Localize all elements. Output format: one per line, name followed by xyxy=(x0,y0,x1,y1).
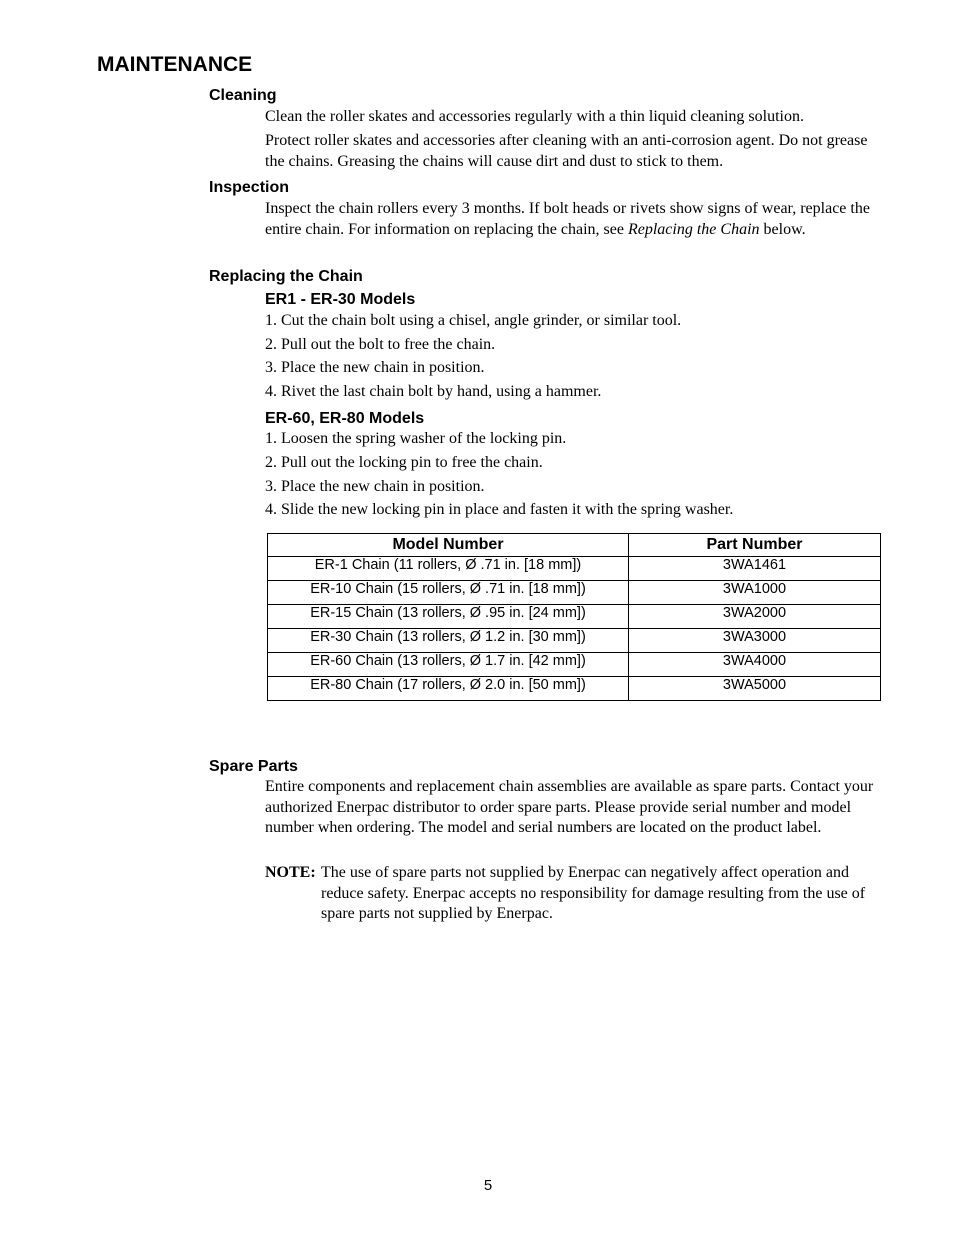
model-number-cell: ER-15 Chain (13 rollers, Ø .95 in. [24 mm]) xyxy=(268,605,629,629)
er60-step-2: 2. Pull out the locking pin to free the chain. xyxy=(265,454,543,471)
part-number-cell: 3WA2000 xyxy=(629,605,881,629)
cleaning-paragraph-1: Clean the roller skates and accessories regularly with a thin liquid cleaning solution. xyxy=(265,108,804,125)
parts-table xyxy=(267,533,881,701)
er60-er80-heading: ER-60, ER-80 Models xyxy=(265,410,425,427)
spare-parts-paragraph: Entire components and replacement chain assemblies are available as spare parts. Contact your authorized Enerpac distributor to order spare parts. Please provide serial number and model number when ordering. The model and serial numbers are located on the product label. xyxy=(265,778,874,836)
replacing-heading: Replacing the Chain xyxy=(209,268,363,285)
note-text: The use of spare parts not supplied by Enerpac can negatively affect operation and reduce safety. Enerpac accepts no responsibility for damage resulting from the use of spare parts not supplied by Enerpac. xyxy=(321,864,866,922)
er60-step-3: 3. Place the new chain in position. xyxy=(265,478,485,495)
model-number-header: Model Number xyxy=(268,534,629,557)
part-number-cell: 3WA5000 xyxy=(629,677,881,701)
er1-step-3: 3. Place the new chain in position. xyxy=(265,359,485,376)
table-row xyxy=(268,557,881,581)
cleaning-heading: Cleaning xyxy=(209,87,277,104)
er1-er30-heading: ER1 - ER-30 Models xyxy=(265,291,416,308)
spare-parts-note xyxy=(265,863,880,925)
part-number-cell: 3WA4000 xyxy=(629,653,881,677)
table-header-row xyxy=(268,534,881,557)
part-number-header: Part Number xyxy=(629,534,881,557)
inspection-text: Inspect the chain rollers every 3 months. If bolt heads or rivets show signs of wear, replace the entire chain. For information on replacing the chain, see xyxy=(265,200,870,238)
spare-parts-heading: Spare Parts xyxy=(209,758,298,775)
er1-step-2: 2. Pull out the bolt to free the chain. xyxy=(265,336,496,353)
page-number: 5 xyxy=(483,1177,493,1194)
table-row xyxy=(268,581,881,605)
er1-step-4: 4. Rivet the last chain bolt by hand, using a hammer. xyxy=(265,383,602,400)
note-label: NOTE: xyxy=(265,864,316,881)
part-number-cell: 3WA3000 xyxy=(629,629,881,653)
page-title: MAINTENANCE xyxy=(97,53,253,76)
table-row xyxy=(268,677,881,701)
model-number-cell: ER-60 Chain (13 rollers, Ø 1.7 in. [42 mm]) xyxy=(268,653,629,677)
part-number-cell: 3WA1000 xyxy=(629,581,881,605)
table-row xyxy=(268,629,881,653)
er1-step-1: 1. Cut the chain bolt using a chisel, angle grinder, or similar tool. xyxy=(265,312,682,329)
inspection-paragraph xyxy=(265,199,880,240)
model-number-cell: ER-1 Chain (11 rollers, Ø .71 in. [18 mm]) xyxy=(268,557,629,581)
er60-step-1: 1. Loosen the spring washer of the locking pin. xyxy=(265,430,567,447)
inspection-text-end: below. xyxy=(759,220,806,238)
er60-step-4: 4. Slide the new locking pin in place and fasten it with the spring washer. xyxy=(265,501,734,518)
table-row xyxy=(268,605,881,629)
cleaning-paragraph-2: Protect roller skates and accessories after cleaning with an anti-corrosion agent. Do not grease the chains. Greasing the chains will cause dirt and dust to stick to them. xyxy=(265,132,868,170)
inspection-heading: Inspection xyxy=(209,179,290,196)
part-number-cell: 3WA1461 xyxy=(629,557,881,581)
model-number-cell: ER-10 Chain (15 rollers, Ø .71 in. [18 mm]) xyxy=(268,581,629,605)
inspection-reference: Replacing the Chain xyxy=(627,220,760,238)
table-row xyxy=(268,653,881,677)
model-number-cell: ER-30 Chain (13 rollers, Ø 1.2 in. [30 mm]) xyxy=(268,629,629,653)
model-number-cell: ER-80 Chain (17 rollers, Ø 2.0 in. [50 mm]) xyxy=(268,677,629,701)
